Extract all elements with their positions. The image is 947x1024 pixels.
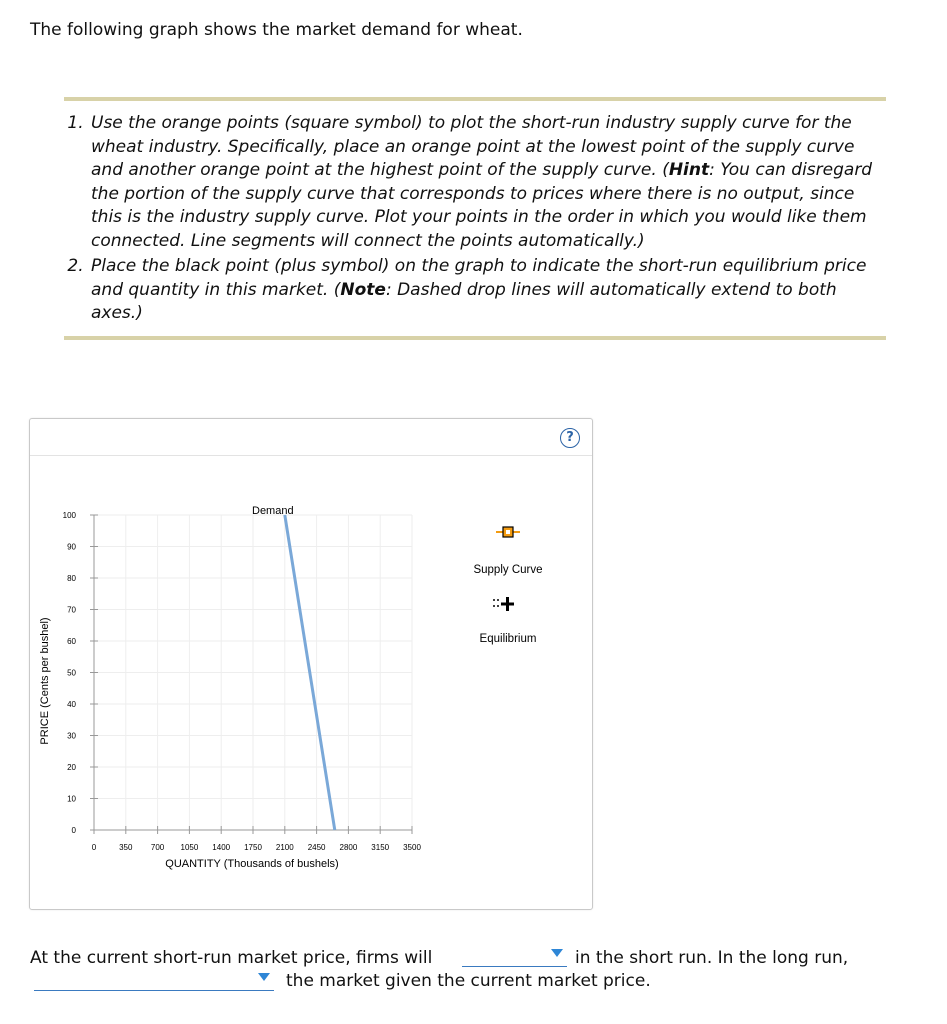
question-part2: in the short run. In the long run, xyxy=(575,948,849,968)
x-tick-label: 2800 xyxy=(339,843,358,852)
y-tick-label: 20 xyxy=(67,763,76,772)
y-tick-label: 70 xyxy=(67,605,76,615)
y-tick-label: 60 xyxy=(67,637,76,646)
graph-panel xyxy=(29,418,593,910)
x-tick-label: 700 xyxy=(150,843,165,852)
x-tick-label: 350 xyxy=(119,843,133,852)
x-tick-label: 0 xyxy=(91,843,97,852)
x-tick-label: 3500 xyxy=(403,843,421,852)
y-tick-label: 40 xyxy=(67,700,76,709)
chart[interactable] xyxy=(30,419,592,909)
x-tick-label: 2450 xyxy=(307,843,326,852)
demand-label: Demand xyxy=(252,505,294,517)
y-tick-label: 50 xyxy=(67,668,76,678)
intro-text: The following graph shows the market demand for wheat. xyxy=(30,20,523,40)
supply-curve-tool[interactable] xyxy=(473,527,542,576)
long-run-action-dropdown[interactable] xyxy=(34,968,274,991)
instruction-1: 1. Use the orange points (square symbol) to plot the short-run industry supply curve for the wheat industry. Specifically, place an orange point at the lowest point of the supply curve and another orange point at the highest point of the supply curve. (Hint: You can disregard the portion of the supply curve that corresponds to prices where there is no output, since this is the industry supply curve. Plot your points in the order in which you would like them connected. Line segments will connect the points automatically.) xyxy=(89,112,886,253)
bottom-divider xyxy=(64,336,886,340)
y-tick-label: 80 xyxy=(67,574,76,583)
x-tick-label: 3150 xyxy=(371,843,390,852)
x-tick-label: 1050 xyxy=(180,843,199,852)
equilibrium-tool[interactable] xyxy=(480,597,537,645)
top-divider xyxy=(64,97,886,101)
black-plus-icon xyxy=(501,597,514,611)
y-tick-label: 10 xyxy=(67,794,76,804)
x-tick-label: 1750 xyxy=(244,843,262,852)
note-label: Note xyxy=(340,279,386,300)
firms-action-dropdown[interactable] xyxy=(462,944,567,967)
chevron-down-icon xyxy=(551,949,563,957)
x-axis-label: QUANTITY (Thousands of bushels) xyxy=(165,858,339,870)
chevron-down-icon xyxy=(258,973,270,981)
x-tick-label: 1400 xyxy=(212,843,231,852)
instructions xyxy=(64,112,886,326)
x-tick-label: 2100 xyxy=(275,843,294,852)
y-axis-label: PRICE (Cents per bushel) xyxy=(39,617,51,745)
question-circle-icon[interactable]: ? xyxy=(560,428,580,448)
question-part1: At the current short-run market price, firms will xyxy=(30,948,433,968)
y-tick-label: 100 xyxy=(62,511,76,520)
instruction-2: 2. Place the black point (plus symbol) on the graph to indicate the short-run equilibrium price and quantity in this market. (Note: Dashed drop lines will automatically extend to both axes.) xyxy=(89,255,886,326)
y-tick-label: 90 xyxy=(67,542,76,552)
y-tick-label: 0 xyxy=(71,826,76,835)
hint-label: Hint xyxy=(668,160,710,180)
equilibrium-label: Equilibrium xyxy=(479,633,537,645)
question-part3: the market given the current market price. xyxy=(286,971,651,991)
supply-curve-label: Supply Curve xyxy=(473,564,543,576)
y-tick-label: 30 xyxy=(67,731,76,741)
